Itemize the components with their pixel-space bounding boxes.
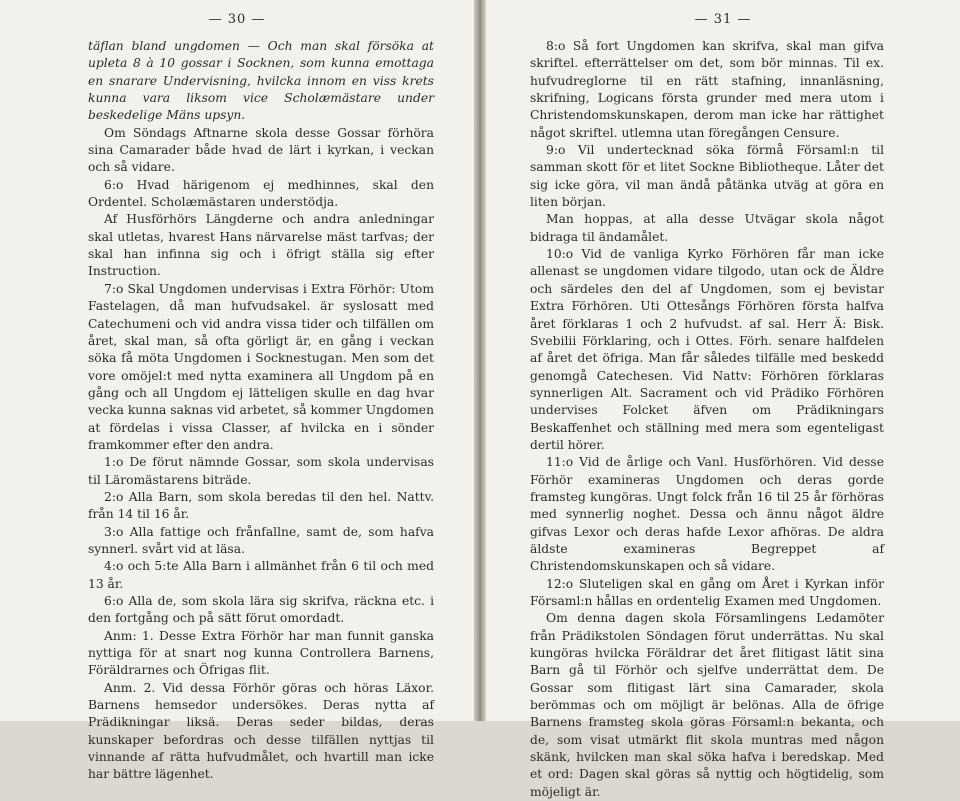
paragraph: 10:o Vid de vanliga Kyrko Förhören får man icke allenast se ungdomen vidare tilgodo, utan ock de Äldre och särdeles den del af Ungdomen, som ej bevistar Extra Förhören. Uti Ottesångs Förhören första halfva året förklaras 1 och 2 hufvudst. af sal. Herr Ä: Bisk. Svebilii Förklaring, och i Ottes. Förh. senare halfdelen af året det öfriga. Man får således tilfälle med beskedd genomgå Catechesen. Vid Nattv: Förhören förklaras synnerligen Alt. Sacrament och vid Prädiko Förhören undervises Folcket äfven om Prädikningars Beskaffenhet och ställning med mera som egenteligast dertil hörer. — [530, 247, 884, 452]
paragraph: täflan bland ungdomen — Och man skal försöka at upleta 8 à 10 gossar i Socknen, som kunna emottaga en snarare Undervisning, hvilcka innom en viss krets kunna vara liksom vice Scholæmästare under beskedelige Mäns upsyn. — [88, 39, 434, 123]
right-page-body — [530, 38, 884, 801]
paragraph: Anm. 2. Vid dessa Förhör göras och höras Läxor. Barnens hemsedor undersökes. Deras nytta af Prädikningar liksä. Deras seder bildas, deras kunskaper befordras och desse tilfällen nyttjas til vinnande af rätta hufvudmålet, och hvartill man icke har bättre lägenhet. — [88, 680, 434, 782]
paragraph: Af Husförhörs Längderne och andra anledningar skal utletas, hvarest Hans närvarelse mäst tarfvas; der skal han infinna sig och i öfrigt ställa sig efter Instruction. — [88, 212, 434, 279]
book-gutter — [474, 0, 486, 721]
paragraph: Om Söndags Aftnarne skola desse Gossar förhöra sina Camarader både hvad de lärt i kyrkan, i veckan och så vidare. — [88, 125, 434, 175]
paragraph: Om denna dagen skola Församlingens Ledamöter från Prädikstolen Söndagen förut underrättas. Nu skal kungöras hvilcka Föräldrar det året flitigast lätit sina Barn gå til Förhör och sjelfve underrättat dem. De Gossar som flitigast lärt sina Camarader, skola berömmas och om möjligt är belönas. Alla de öfrige Barnens framsteg skola göras Församl:n bekanta, och de, som visat utmärkt flit skola muntras med någon skänk, hvilcken man skal söka hafva i beredskap. Med et ord: Dagen skal göras så nyttig och högtidelig, som möjeligt är. — [530, 611, 884, 799]
paragraph: 3:o Alla fattige och frånfallne, samt de, som hafva synnerl. svårt vid at läsa. — [88, 524, 434, 556]
paragraph: 12:o Sluteligen skal en gång om Året i Kyrkan inför Församl:n hållas en ordentelig Examen med Ungdomen. — [530, 576, 884, 608]
paragraph: 7:o Skal Ungdomen undervisas i Extra Förhör: Utom Fastelagen, då man hufvudsakel. är syslosatt med Catechumeni och vid andra vissa tider och tilfällen om året, skal man, så ofta görligt är, en gång i veckan söka få möta Ungdomen i Socknestugan. Men som det vore omöjel:t med nytta examinera all Ungdom på en gång och all Ungdom ej lätteligen skulle en dag hvar vecka kunna saknas vid arbetet, så kommer Ungdomen at fördelas i vissa Classer, af hvilcka en i sönder framkommer efter den andra. — [88, 281, 434, 452]
paragraph: 2:o Alla Barn, som skola beredas til den hel. Nattv. från 14 til 16 år. — [88, 489, 434, 522]
paragraph: 8:o Så fort Ungdomen kan skrifva, skal man gifva skriftel. efterrättelser om det, som bör minnas. Til ex. hufvudreglorne til en rätt stafning, innanläsning, skrifning, Logicans första grunder med mera utom i Christendomskunskapen, derom man icke har rättighet något skriftel. utlemna utan föregången Censure. — [530, 39, 884, 140]
paragraph: Anm: 1. Desse Extra Förhör har man funnit ganska nyttiga för at snart nog kunna Controllera Barnens, Föräldrarnes och Öfrigas flit. — [88, 628, 434, 678]
paragraph: Man hoppas, at alla desse Utvägar skola något bidraga til ändamålet. — [530, 212, 884, 244]
page-number-31: — 31 — — [694, 12, 752, 27]
paragraph: 4:o och 5:te Alla Barn i allmänhet från 6 til och med 13 år. — [88, 559, 434, 591]
paragraph: 1:o De förut nämnde Gossar, som skola undervisas til Läromästarens biträde. — [88, 455, 434, 487]
paragraph: 6:o Hvad härigenom ej medhinnes, skal den Ordentel. Scholæmästaren understödja. — [88, 177, 434, 210]
page-number-30: — 30 — — [208, 12, 266, 27]
left-page-body — [88, 38, 434, 784]
left-page — [0, 0, 474, 782]
paragraph: 11:o Vid de årlige och Vanl. Husförhören. Vid desse Förhör examineras Ungdomen och deras gorde framsteg kungöras. Ungt folck från 16 til 25 år förhöras med synnerlig noghet. Dessa och ännu något äldre gifvas Lexor och deras hafde Lexor afhöras. De aldra äldste examineras Begreppet af Christendomskunskapen och så vidare. — [530, 455, 884, 574]
right-page — [486, 0, 960, 799]
paragraph: 6:o Alla de, som skola lära sig skrifva, räckna etc. i den fortgång och på sätt förut omordadt. — [88, 594, 434, 626]
paragraph: 9:o Vil undertecknad söka förmå Församl:n til samman skott för et litet Sockne Bibliotheque. Låter det sig icke göra, vil man ändå påtänka utväg at göra en liten början. — [530, 143, 884, 210]
